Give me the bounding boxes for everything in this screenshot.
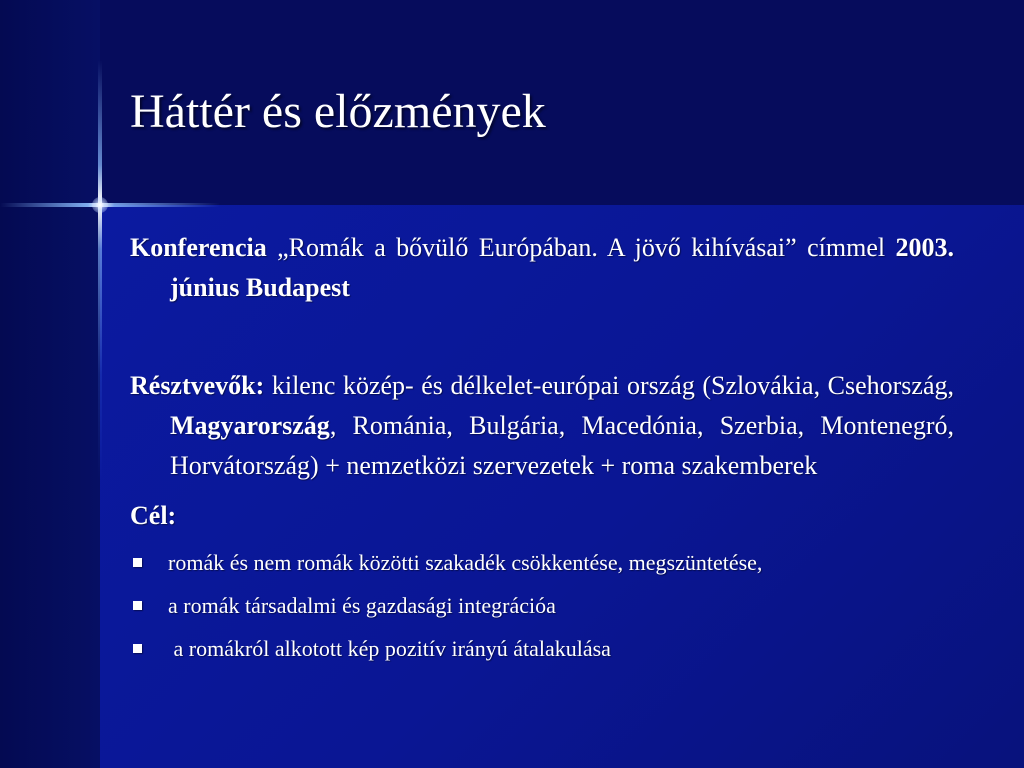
conference-date-place: 2003. június Budapest [170, 233, 954, 302]
left-strip [0, 0, 100, 768]
participants-highlight: Magyarország [170, 411, 330, 440]
square-bullet-icon [133, 558, 142, 567]
participants-text-before: kilenc közép- és délkelet-európai ország (Szlovákia, Csehország, [264, 371, 954, 400]
flare-core [92, 197, 108, 213]
participants-text-after: , Románia, Bulgária, Macedónia, Szerbia, Montenegró, Horvátország) + nemzetközi szervezetek + roma szakemberek [170, 411, 954, 480]
flare-horizontal [0, 203, 220, 207]
participants-label: Résztvevők: [130, 371, 265, 400]
goal-label: Cél: [130, 501, 177, 530]
slide-title: Háttér és előzmények [130, 85, 546, 138]
goal-list [130, 548, 954, 664]
participants-paragraph [130, 366, 954, 486]
square-bullet-icon [133, 601, 142, 610]
slide-body [130, 228, 954, 677]
goal-text: a romákról alkotott kép pozitív irányú átalakulása [168, 636, 611, 661]
square-bullet-icon [133, 644, 142, 653]
flare-vertical [98, 60, 102, 480]
conference-text: „Romák a bővülő Európában. A jövő kihívásai” címmel [266, 233, 896, 262]
list-item [130, 634, 954, 664]
goal-text: romák és nem romák közötti szakadék csökkentése, megszüntetése, [168, 550, 763, 575]
goal-heading [130, 496, 954, 536]
list-item [130, 548, 954, 578]
list-item [130, 591, 954, 621]
goal-text: a romák társadalmi és gazdasági integrációa [168, 593, 556, 618]
conference-label: Konferencia [130, 233, 267, 262]
conference-paragraph [130, 228, 954, 308]
